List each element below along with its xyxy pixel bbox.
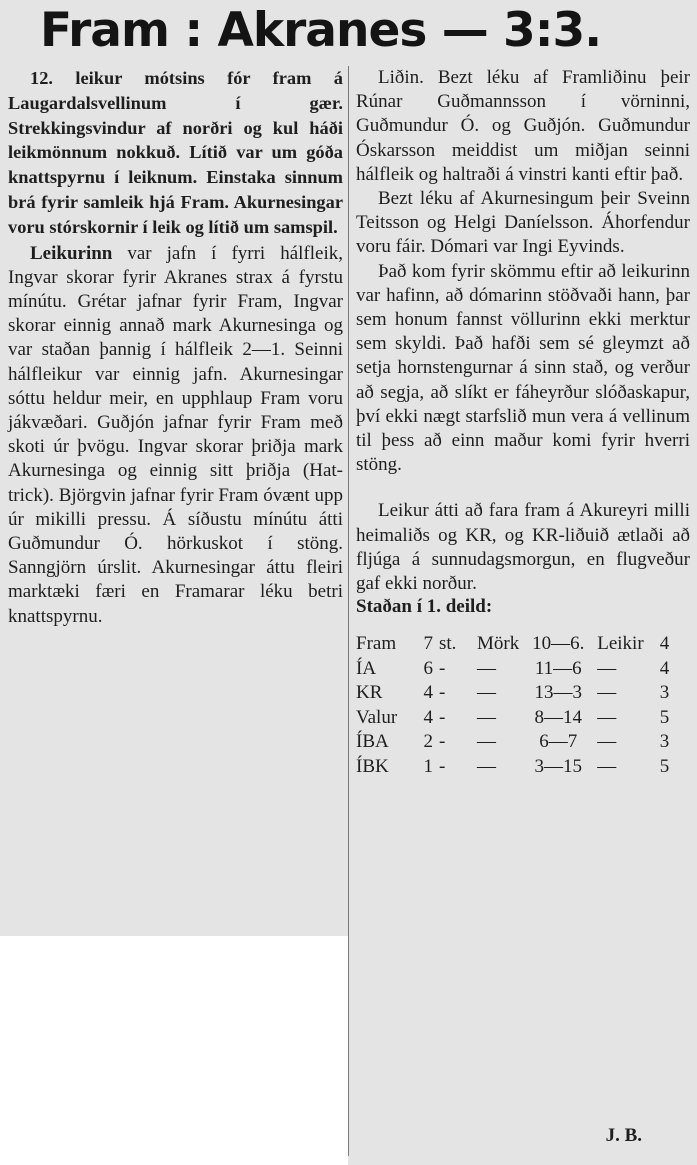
headline: Fram : Akranes — 3:3.	[40, 3, 602, 58]
standings-cell-points: 5	[659, 706, 670, 728]
standings-cell-leikir: —	[597, 657, 617, 679]
standings-cell-mork: —	[477, 682, 496, 704]
standings-cell-mork: —	[477, 731, 496, 753]
match-report-lead: Leikurinn	[30, 242, 113, 264]
standings-table	[356, 632, 669, 779]
standings-cell-points: 3	[659, 682, 670, 704]
standings-cell-team: ÍA	[356, 657, 377, 679]
match-report-paragraph	[8, 242, 343, 629]
standings-cell-st: st.	[439, 633, 457, 655]
left-column	[8, 66, 343, 629]
standings-cell-leikir: —	[597, 682, 617, 704]
standings-cell-goals: 8—14	[534, 706, 582, 728]
lineups-text: Bezt léku af Framliðinu þeir Rúnar Guðmannsson í vörninni, Guðmundur Ó. og Guðjón. Guðmundur Óskarsson meiddist um miðjan seinni hálfleik og haltraði á vinstri kanti eftir það.	[356, 67, 690, 185]
standings-cell-goals: 11—6	[534, 657, 582, 679]
standings-row	[356, 730, 669, 755]
lineups-lead: Liðin.	[378, 67, 424, 88]
standings-cell-st: -	[439, 682, 446, 704]
standings-row	[356, 706, 669, 731]
standings-cell-leikir: —	[597, 731, 617, 753]
column-divider	[348, 66, 349, 1156]
standings-cell-leikir: Leikir	[597, 633, 644, 655]
standings-row	[356, 681, 669, 706]
standings-cell-goals: 10—6.	[532, 633, 585, 655]
standings-cell-points: 4	[659, 633, 670, 655]
standings-cell-team: Valur	[356, 706, 398, 728]
standings-cell-games: 2	[423, 731, 433, 753]
standings-cell-goals: 6—7	[539, 731, 578, 753]
standings-cell-st: -	[439, 657, 446, 679]
standings-cell-games: 4	[423, 706, 433, 728]
standings-title: Staðan í 1. deild:	[356, 596, 493, 618]
standings-cell-mork: —	[477, 657, 496, 679]
standings-cell-games: 4	[423, 682, 433, 704]
standings-cell-leikir: —	[597, 755, 617, 777]
standings-cell-st: -	[439, 755, 446, 777]
standings-cell-mork: Mörk	[477, 633, 520, 655]
standings-cell-games: 6	[423, 657, 433, 679]
author-signature: J. B.	[605, 1125, 642, 1146]
standings-row	[356, 632, 669, 657]
standings-row	[356, 755, 669, 780]
standings-cell-team: ÍBA	[356, 731, 389, 753]
standings-cell-goals: 3—15	[534, 755, 582, 777]
lineups-paragraph	[356, 66, 690, 187]
standings-row	[356, 657, 669, 682]
akranes-players-paragraph: Bezt léku af Akurnesingum þeir Sveinn Teitsson og Helgi Daníelsson. Áhorfendur voru fáir. Dómari var Ingi Eyvinds.	[356, 188, 690, 258]
match-report-text: var jafn í fyrri hálfleik, Ingvar skorar fyrir Akranes strax á fyrstu mínútu. Grétar jafnar fyrir Fram, Ingvar skorar einnig annað mark Akurnesinga og var staðan þannig í hálfleik 2—1. Seinni hálfleikur var einnig jafn. Akurnesingar sóttu heldur meir, en upphlaup Fram voru jákvæðari. Guðjón jafnar fyrir Fram með skoti úr þvögu. Ingvar skorar þriðja mark Akurnesinga og einnig sitt þriðja (Hat-trick). Björgvin jafnar fyrir Fram óvænt upp úr mikilli pressu. Á síðustu mínútu átti Guðmundur Ó. hörkuskot í stöng. Sanngjörn úrslit. Akurnesingar áttu fleiri marktæki færi en Framarar léku betri knattspyrnu.	[8, 242, 343, 627]
standings-cell-team: Fram	[356, 633, 397, 655]
standings-cell-mork: —	[477, 755, 496, 777]
right-column	[356, 66, 690, 779]
standings-cell-leikir: —	[597, 706, 617, 728]
lead-paragraph: 12. leikur mótsins fór fram á Laugardalsvellinum í gær. Strekkingsvindur af norðri og kul háði leikmönnum nokkuð. Lítið var um góða knattspyrnu í leiknum. Einstaka sinnum brá fyrir samleik hjá Fram. Akurnesingar voru stórskornir í leik og lítið um samspil.	[8, 68, 343, 237]
standings-cell-points: 3	[659, 731, 670, 753]
standings-cell-st: -	[439, 706, 446, 728]
standings-cell-team: ÍBK	[356, 755, 389, 777]
standings-cell-points: 4	[659, 657, 670, 679]
referee-paragraph: Það kom fyrir skömmu eftir að leikurinn var hafinn, að dómarinn stöðvaði hann, þar sem honum fannst völlurinn ekki merktur sem skyldi. Það hafði sem sé gleymzt að setja hornstengurnar á sinn stað, og verður að segja, að slíkt er fáheyrður slóðaskapur, því ekki nægt starfslið mun vera á vellinum til þess að einn maður komi fyrir hverri stöng.	[356, 260, 690, 476]
standings-cell-games: 1	[423, 755, 433, 777]
standings-cell-mork: —	[477, 706, 496, 728]
standings-cell-goals: 13—3	[534, 682, 582, 704]
akureyri-paragraph: Leikur átti að fara fram á Akureyri milli heimaliðs og KR, og KR-liðuið ætlaði að fljúga á sunnudagsmorgun, en flugveður gaf ekki norður.	[356, 500, 690, 595]
standings-cell-team: KR	[356, 682, 383, 704]
standings-cell-games: 7	[423, 633, 433, 655]
standings-cell-st: -	[439, 731, 446, 753]
standings-cell-points: 5	[659, 755, 670, 777]
